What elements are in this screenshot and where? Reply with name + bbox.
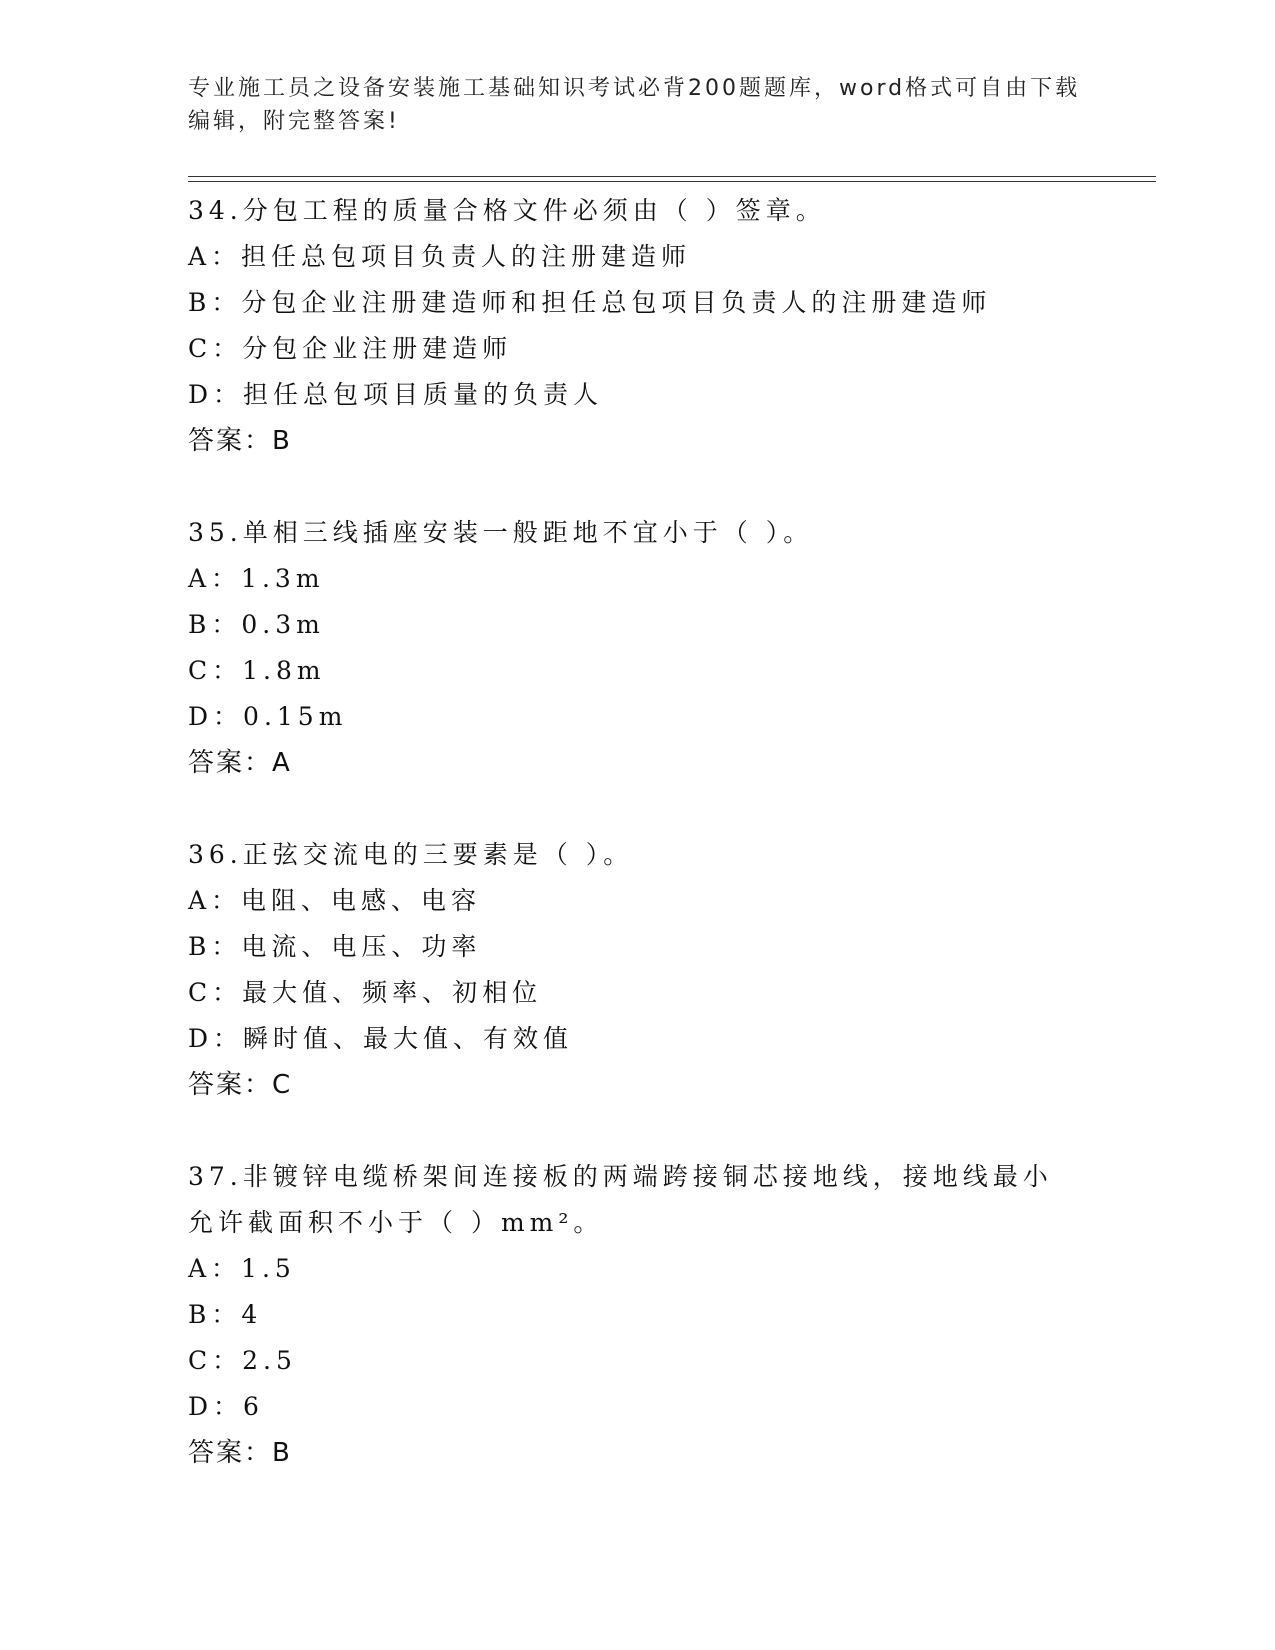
option-b: B：4: [188, 1300, 263, 1329]
answer-text: 答案：C: [188, 1070, 293, 1100]
question-list: [188, 188, 1148, 1522]
option-b: B：分包企业注册建造师和担任总包项目负责人的注册建造师: [188, 288, 992, 317]
option-b: B：电流、电压、功率: [188, 932, 482, 961]
option-a: A：1.5: [188, 1254, 296, 1283]
option-c: C：分包企业注册建造师: [188, 334, 513, 363]
question-text: 34.分包工程的质量合格文件必须由（ ）签章。: [188, 196, 826, 225]
option-d: D：担任总包项目质量的负责人: [188, 380, 604, 409]
option-a: A：电阻、电感、电容: [188, 886, 482, 915]
option-c: C：最大值、频率、初相位: [188, 978, 543, 1007]
question-text: 35.单相三线插座安装一般距地不宜小于（ ）。: [188, 518, 814, 547]
document-header: 专业施工员之设备安装施工基础知识考试必背200题题库，word格式可自由下载编辑，附完整答案!: [188, 76, 1081, 134]
option-d: D：6: [188, 1392, 264, 1421]
question-block: [188, 1154, 1148, 1476]
option-c: C：2.5: [188, 1346, 297, 1375]
option-a: A：担任总包项目负责人的注册建造师: [188, 242, 692, 271]
option-d: D：瞬时值、最大值、有效值: [188, 1024, 574, 1053]
option-b: B：0.3m: [188, 610, 325, 639]
question-text: 37.非镀锌电缆桥架间连接板的两端跨接铜芯接地线，接地线最小允许截面积不小于（ ）mm²。: [188, 1162, 1053, 1237]
answer-text: 答案：A: [188, 748, 292, 778]
answer-text: 答案：B: [188, 426, 292, 456]
question-text: 36.正弦交流电的三要素是（ ）。: [188, 840, 634, 869]
header-divider: [188, 176, 1156, 182]
answer-text: 答案：B: [188, 1438, 292, 1468]
question-block: [188, 832, 1148, 1108]
question-block: [188, 188, 1148, 464]
option-c: C：1.8m: [188, 656, 326, 685]
option-d: D：0.15m: [188, 702, 348, 731]
question-block: [188, 510, 1148, 786]
option-a: A：1.3m: [188, 564, 325, 593]
